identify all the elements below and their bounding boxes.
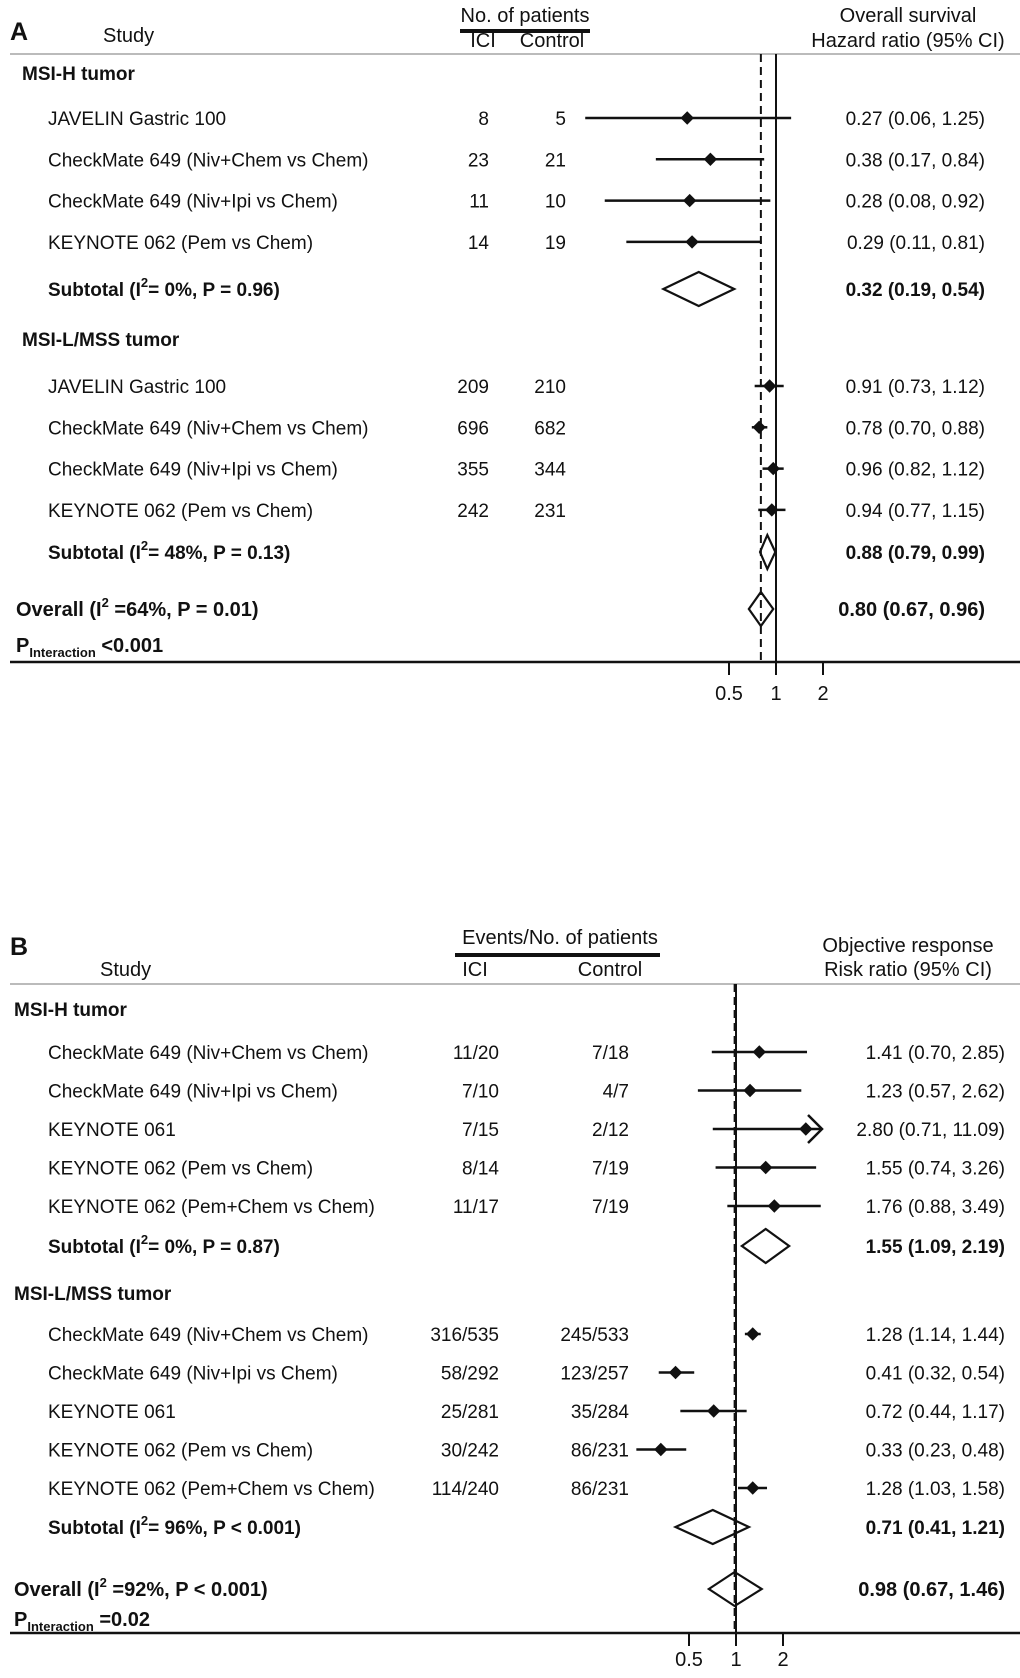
subtotal-label-text: Subtotal (I	[48, 280, 141, 301]
ici-count: 316/535	[430, 1325, 499, 1346]
control-count: 86/231	[570, 1440, 629, 1462]
study-name: JAVELIN Gastric 100	[48, 377, 227, 398]
effect-estimate-label: 1.41 (0.70, 2.85)	[865, 1043, 1005, 1064]
study-row	[48, 377, 985, 398]
subtotal-diamond	[760, 535, 775, 569]
control-count: 7/19	[592, 1158, 629, 1180]
subtotal-label-stats: = 96%, P < 0.001)	[148, 1518, 301, 1539]
control-count: 231	[534, 500, 566, 522]
study-row	[48, 1325, 1005, 1346]
control-count: 245/533	[560, 1325, 629, 1346]
effect-estimate-label: 2.80 (0.71, 11.09)	[856, 1120, 1005, 1141]
study-row	[48, 1115, 1005, 1143]
control-count: 5	[555, 109, 566, 130]
point-estimate-marker	[686, 236, 698, 248]
p-subscript: Interaction	[27, 1619, 94, 1634]
subtotal-diamond	[742, 1229, 789, 1263]
superscript: 2	[140, 538, 149, 553]
study-row	[48, 418, 985, 439]
subtotal-row	[48, 1229, 1005, 1263]
subtotal-estimate-label: 0.88 (0.79, 0.99)	[845, 543, 985, 564]
p-subscript: Interaction	[29, 645, 96, 660]
study-name: CheckMate 649 (Niv+Ipi vs Chem)	[48, 191, 338, 213]
study-row	[48, 109, 985, 130]
point-estimate-marker	[704, 153, 716, 165]
point-estimate-marker	[655, 1444, 667, 1456]
control-count: 4/7	[602, 1081, 629, 1103]
point-estimate-marker	[753, 421, 765, 433]
subtotal-label-stats: = 0%, P = 0.96)	[148, 280, 280, 301]
study-name: KEYNOTE 062 (Pem vs Chem)	[48, 232, 314, 254]
subtotal-estimate-label: 0.32 (0.19, 0.54)	[845, 280, 985, 301]
patients-column-header: Events/No. of patients	[462, 927, 658, 949]
effect-estimate-label: 1.76 (0.88, 3.49)	[865, 1197, 1005, 1218]
x-axis-tick-label: 2	[817, 683, 829, 705]
p-value: =0.02	[93, 1609, 150, 1631]
effect-header-line2: Risk ratio (95% CI)	[824, 959, 992, 981]
point-estimate-marker	[670, 1367, 682, 1379]
effect-estimate-label: 0.27 (0.06, 1.25)	[845, 109, 985, 130]
study-row	[48, 192, 985, 213]
control-count: 344	[534, 459, 566, 481]
study-name: CheckMate 649 (Niv+Ipi vs Chem)	[48, 1081, 338, 1103]
ici-count: 25/281	[440, 1402, 499, 1423]
control-count: 123/257	[560, 1363, 629, 1385]
point-estimate-marker	[708, 1405, 720, 1417]
control-count: 7/19	[592, 1197, 629, 1218]
effect-estimate-label: 1.55 (0.74, 3.26)	[865, 1158, 1005, 1180]
study-row	[48, 1402, 1005, 1423]
point-estimate-marker	[753, 1046, 765, 1058]
superscript: 2	[140, 275, 149, 290]
effect-estimate-label: 0.41 (0.32, 0.54)	[865, 1363, 1005, 1385]
subtotal-label-text: Subtotal (I	[48, 1237, 141, 1258]
ici-column-header: ICI	[462, 959, 488, 981]
subtotal-label-text: Subtotal (I	[48, 1518, 141, 1539]
point-estimate-marker	[747, 1482, 759, 1494]
point-estimate-marker	[684, 195, 696, 207]
subgroup-header: MSI-L/MSS tumor	[14, 1284, 172, 1305]
study-name: CheckMate 649 (Niv+Ipi vs Chem)	[48, 459, 338, 481]
subgroup-header: MSI-H tumor	[22, 64, 135, 85]
ici-count: 14	[467, 232, 489, 254]
effect-header-line2: Hazard ratio (95% CI)	[811, 30, 1005, 52]
ici-count: 8	[478, 109, 489, 130]
subtotal-label-stats: = 0%, P = 0.87)	[148, 1237, 280, 1258]
control-count: 86/231	[570, 1479, 629, 1500]
study-name: KEYNOTE 062 (Pem vs Chem)	[48, 500, 314, 522]
effect-estimate-label: 0.33 (0.23, 0.48)	[865, 1440, 1005, 1462]
panel-label: B	[10, 933, 29, 961]
study-row	[48, 501, 985, 522]
control-count: 10	[544, 191, 566, 213]
ici-count: 696	[457, 418, 489, 440]
ici-count: 7/15	[462, 1120, 499, 1141]
study-name: KEYNOTE 062 (Pem vs Chem)	[48, 1440, 314, 1462]
superscript: 2	[101, 595, 109, 610]
superscript: 2	[140, 1513, 149, 1528]
study-name: KEYNOTE 062 (Pem+Chem vs Chem)	[48, 1197, 375, 1218]
point-estimate-marker	[767, 463, 779, 475]
subgroup-header: MSI-L/MSS tumor	[22, 330, 180, 351]
x-axis-tick-label: 1	[730, 1649, 742, 1671]
forest-panel-b	[10, 927, 1020, 1671]
study-name: CheckMate 649 (Niv+Chem vs Chem)	[48, 1043, 369, 1064]
subtotal-diamond	[676, 1510, 749, 1544]
x-axis-tick-label: 2	[777, 1649, 789, 1671]
effect-estimate-label: 1.23 (0.57, 2.62)	[865, 1081, 1005, 1103]
study-column-header: Study	[103, 25, 155, 47]
point-estimate-marker	[800, 1123, 812, 1135]
point-estimate-marker	[760, 1162, 772, 1174]
effect-header-line1: Objective response	[822, 935, 994, 957]
study-column-header: Study	[100, 959, 152, 981]
p-symbol: P	[16, 635, 30, 657]
effect-estimate-label: 0.91 (0.73, 1.12)	[845, 377, 985, 398]
study-name: CheckMate 649 (Niv+Chem vs Chem)	[48, 418, 369, 440]
ici-count: 30/242	[440, 1440, 499, 1462]
ici-count: 7/10	[462, 1081, 499, 1103]
subtotal-diamond	[663, 272, 734, 306]
effect-estimate-label: 0.78 (0.70, 0.88)	[845, 418, 985, 440]
overall-row	[16, 592, 985, 626]
subtotal-estimate-label: 1.55 (1.09, 2.19)	[865, 1237, 1005, 1258]
overall-estimate-label: 0.98 (0.67, 1.46)	[858, 1579, 1005, 1601]
overall-label-text: Overall (I	[16, 599, 102, 621]
subtotal-label	[48, 1513, 301, 1539]
p-value: <0.001	[95, 635, 164, 657]
subtotal-estimate-label: 0.71 (0.41, 1.21)	[865, 1518, 1005, 1539]
study-name: KEYNOTE 062 (Pem vs Chem)	[48, 1158, 314, 1180]
study-name: CheckMate 649 (Niv+Chem vs Chem)	[48, 150, 369, 172]
effect-estimate-label: 0.94 (0.77, 1.15)	[845, 500, 985, 522]
study-row	[48, 1364, 1005, 1385]
subgroup-header: MSI-H tumor	[14, 1000, 127, 1021]
overall-label-text: Overall (I	[14, 1579, 100, 1601]
study-row	[48, 1082, 1005, 1103]
subtotal-label	[48, 538, 290, 564]
forest-panel-a	[10, 5, 1020, 705]
ici-count: 58/292	[440, 1363, 499, 1385]
control-column-header: Control	[577, 959, 643, 981]
x-axis-tick-label: 1	[770, 683, 782, 705]
study-row	[48, 1159, 1005, 1180]
point-estimate-marker	[747, 1328, 759, 1340]
subtotal-label-stats: = 48%, P = 0.13)	[148, 543, 291, 564]
effect-estimate-label: 0.96 (0.82, 1.12)	[845, 459, 985, 481]
study-row	[48, 1441, 1005, 1462]
point-estimate-marker	[768, 1200, 780, 1212]
subtotal-row	[48, 272, 985, 306]
ici-count: 8/14	[462, 1158, 499, 1180]
overall-estimate-label: 0.80 (0.67, 0.96)	[838, 599, 985, 621]
effect-estimate-label: 1.28 (1.03, 1.58)	[865, 1479, 1005, 1500]
ici-count: 114/240	[431, 1479, 499, 1500]
point-estimate-marker	[764, 380, 776, 392]
control-count: 682	[534, 418, 566, 440]
study-row	[48, 1197, 1005, 1218]
study-name: CheckMate 649 (Niv+Chem vs Chem)	[48, 1325, 369, 1346]
control-count: 210	[534, 377, 566, 398]
study-row	[48, 233, 985, 254]
effect-estimate-label: 0.38 (0.17, 0.84)	[845, 150, 985, 172]
point-estimate-marker	[681, 112, 693, 124]
study-row	[48, 460, 985, 481]
study-name: KEYNOTE 061	[48, 1120, 176, 1141]
effect-estimate-label: 0.72 (0.44, 1.17)	[865, 1402, 1005, 1423]
superscript: 2	[99, 1575, 107, 1590]
study-name: KEYNOTE 061	[48, 1402, 176, 1423]
control-count: 21	[544, 150, 566, 172]
study-row	[48, 1043, 1005, 1064]
study-row	[48, 1479, 1005, 1500]
overall-label-stats: =92%, P < 0.001)	[106, 1579, 268, 1601]
ici-count: 23	[467, 150, 489, 172]
ici-count: 209	[457, 377, 489, 398]
effect-estimate-label: 0.28 (0.08, 0.92)	[845, 191, 985, 213]
subtotal-label	[48, 275, 280, 301]
point-estimate-marker	[744, 1085, 756, 1097]
study-name: JAVELIN Gastric 100	[48, 109, 227, 130]
control-count: 19	[544, 232, 566, 254]
subtotal-row	[48, 1510, 1005, 1544]
interaction-p-value	[16, 635, 163, 660]
superscript: 2	[140, 1232, 149, 1247]
control-count: 2/12	[592, 1120, 629, 1141]
study-row	[48, 150, 985, 171]
effect-estimate-label: 0.29 (0.11, 0.81)	[846, 232, 985, 254]
ici-count: 11	[469, 191, 489, 213]
overall-row	[14, 1572, 1005, 1606]
patients-column-header: No. of patients	[460, 5, 590, 27]
control-count: 35/284	[570, 1402, 629, 1423]
ici-count: 11/20	[452, 1043, 499, 1064]
subtotal-row	[48, 535, 985, 569]
ici-count: 355	[457, 459, 489, 481]
interaction-p-value	[14, 1609, 150, 1634]
effect-estimate-label: 1.28 (1.14, 1.44)	[865, 1325, 1005, 1346]
panel-label: A	[10, 18, 29, 46]
ici-count: 242	[457, 500, 489, 522]
x-axis-tick-label: 0.5	[715, 683, 743, 705]
overall-label	[16, 595, 259, 621]
effect-header-line1: Overall survival	[839, 5, 977, 27]
subtotal-label-text: Subtotal (I	[48, 543, 141, 564]
overall-label	[14, 1575, 268, 1601]
ici-count: 11/17	[452, 1197, 499, 1218]
study-name: KEYNOTE 062 (Pem+Chem vs Chem)	[48, 1479, 375, 1500]
control-count: 7/18	[592, 1043, 629, 1064]
overall-label-stats: =64%, P = 0.01)	[108, 599, 259, 621]
control-column-header: Control	[519, 30, 585, 52]
ici-column-header: ICI	[470, 30, 496, 52]
p-symbol: P	[14, 1609, 28, 1631]
x-axis-tick-label: 0.5	[675, 1649, 703, 1671]
subtotal-label	[48, 1232, 280, 1258]
study-name: CheckMate 649 (Niv+Ipi vs Chem)	[48, 1363, 338, 1385]
